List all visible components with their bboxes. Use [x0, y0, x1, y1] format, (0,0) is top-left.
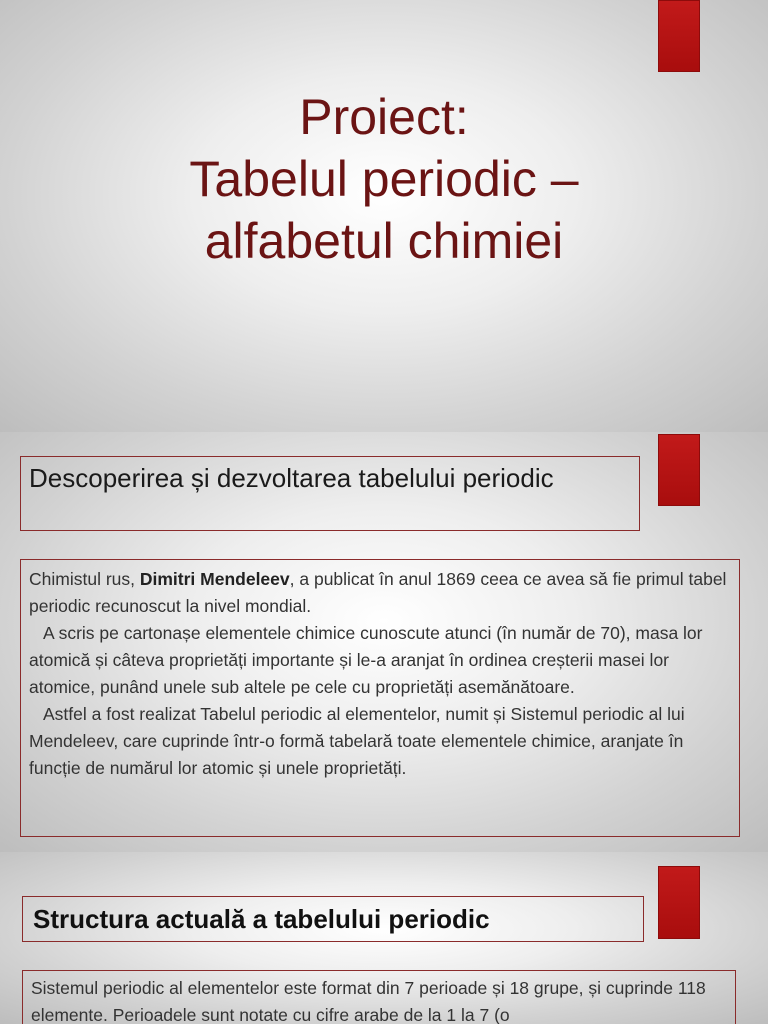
content-text: [31, 975, 727, 1024]
title-line-1: Proiect:: [299, 89, 469, 145]
mendeleev-name: Dimitri Mendeleev: [139, 569, 290, 589]
heading-box: [22, 896, 644, 942]
discovery-slide: [0, 432, 768, 852]
content-box: [22, 970, 736, 1024]
title-line-3: alfabetul chimiei: [204, 213, 564, 269]
paragraph-2: A scris pe cartonașe elementele chimice cunoscute atunci (în număr de 70), masa lor atomică și câteva proprietăți importante și le-a aranjat în ordinea creșterii masei lor atomice, punând unele sub altele pe cele cu proprietăți asemănătoare.: [29, 623, 703, 697]
structure-slide: [0, 852, 768, 1024]
content-box: [20, 559, 740, 837]
content-text: [29, 566, 731, 782]
title-slide: [0, 0, 768, 432]
paragraph-1: [29, 566, 731, 620]
red-accent-bar: [658, 434, 700, 506]
slide-heading: Descoperirea și dezvoltarea tabelului periodic: [29, 463, 554, 493]
title-line-2: Tabelul periodic –: [189, 151, 579, 207]
paragraph-3: Astfel a fost realizat Tabelul periodic al elementelor, numit și Sistemul periodic al lui Mendeleev, care cuprinde într-o formă tabelară toate elementele chimice, aranjate în funcție de numărul lor atomic și unele proprietăți.: [29, 704, 685, 778]
heading-box: [20, 456, 640, 531]
slide-heading: Structura actuală a tabelului periodic: [33, 904, 490, 934]
red-accent-bar: [658, 866, 700, 939]
presentation-title: [0, 86, 768, 272]
red-accent-bar: [658, 0, 700, 72]
paragraph-1: Sistemul periodic al elementelor este format din 7 perioade și 18 grupe, și cuprinde 118 elemente. Perioadele sunt notate cu cifre arabe de la 1 la 7 (o: [31, 978, 706, 1024]
paragraph-1-start: Chimistul rus,: [29, 569, 140, 589]
paragraph-1-end: , a publicat în anul 1869 ceea ce avea să fie primul tabel periodic recunoscut la nivel mondial.: [29, 569, 727, 616]
